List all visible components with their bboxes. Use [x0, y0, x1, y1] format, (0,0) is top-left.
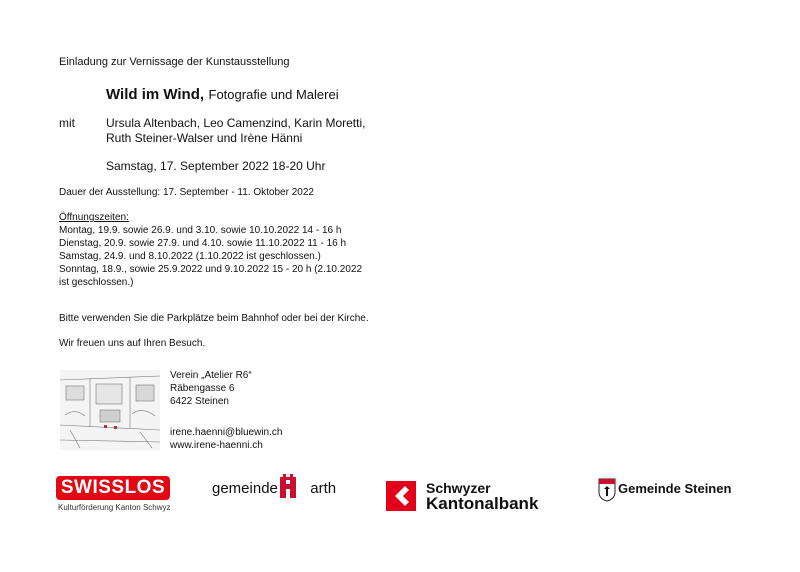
- contact-name: Verein „Atelier R6“: [170, 370, 252, 381]
- parking-note: Bitte verwenden Sie die Parkplätze beim Bahnhof oder bei der Kirche.: [59, 313, 369, 324]
- opening-hours: [59, 211, 362, 289]
- skb-name-line-2: Kantonalbank: [426, 494, 539, 513]
- opening-hours-line: Dienstag, 20.9. sowie 27.9. und 4.10. sowie 11.10.2022 11 - 16 h: [59, 238, 347, 249]
- opening-hours-heading: Öffnungszeiten:: [59, 212, 129, 223]
- artists-line-1: Ursula Altenbach, Leo Camenzind, Karin Moretti,: [106, 116, 366, 130]
- steinen-crest-icon: [598, 478, 616, 502]
- swisslos-subtitle: Kulturförderung Kanton Schwyz: [58, 503, 171, 512]
- opening-hours-line: Samstag, 24.9. und 8.10.2022 (1.10.2022 ist geschlossen.): [59, 251, 321, 262]
- exhibition-title-rest: Fotografie und Malerei: [208, 87, 339, 102]
- contact-city: 6422 Steinen: [170, 396, 229, 407]
- opening-hours-line: Montag, 19.9. sowie 26.9. und 3.10. sowie 10.10.2022 14 - 16 h: [59, 225, 342, 236]
- with-label: mit: [59, 116, 75, 130]
- contact-website-link[interactable]: www.irene-haenni.ch: [170, 440, 263, 451]
- closing-note: Wir freuen uns auf Ihren Besuch.: [59, 338, 206, 349]
- arth-suffix: arth: [310, 480, 337, 497]
- exhibition-title: [106, 86, 339, 104]
- contact-street: Räbengasse 6: [170, 383, 235, 394]
- skb-name-line-1: Schwyzer: [426, 480, 491, 496]
- opening-hours-line: ist geschlossen.): [59, 277, 134, 288]
- exhibition-duration: Dauer der Ausstellung: 17. September - 11. Oktober 2022: [59, 187, 314, 198]
- exhibition-title-bold: Wild im Wind,: [106, 86, 205, 103]
- opening-hours-line: Sonntag, 18.9., sowie 25.9.2022 und 9.10.2022 15 - 20 h (2.10.2022: [59, 264, 363, 275]
- atelier-sketch-image: [60, 370, 160, 450]
- vernissage-date: Samstag, 17. September 2022 18-20 Uhr: [106, 159, 326, 173]
- contact-address: [170, 369, 252, 408]
- arth-prefix: gemeinde: [212, 480, 278, 497]
- gemeinde-arth-logo: [212, 480, 336, 497]
- skb-logo-icon: [386, 481, 416, 511]
- contact-email-link[interactable]: irene.haenni@bluewin.ch: [170, 427, 283, 438]
- artists-line-2: Ruth Steiner-Walser und Irène Hänni: [106, 131, 303, 145]
- gemeinde-steinen-logo: Gemeinde Steinen: [618, 481, 732, 496]
- swisslos-logo: SWISSLOS: [56, 476, 170, 500]
- arth-tower-icon: [278, 473, 298, 499]
- intro-text: Einladung zur Vernissage der Kunstausstellung: [59, 56, 290, 68]
- contact-online: [170, 426, 282, 452]
